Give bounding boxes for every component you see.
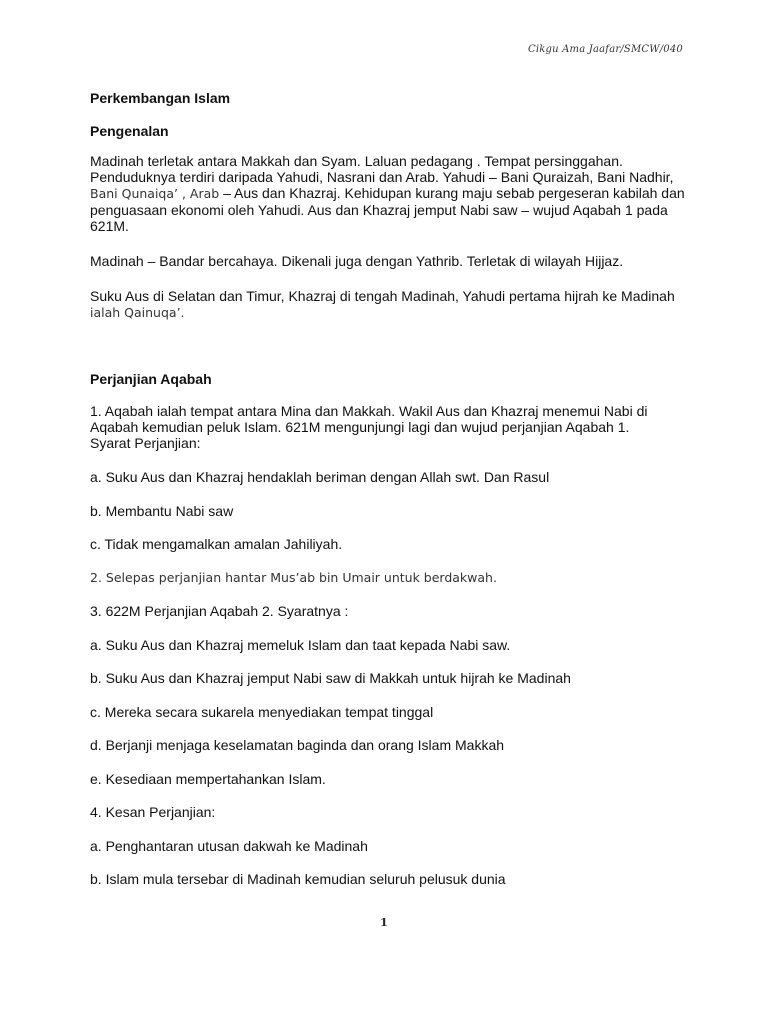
aqabah1-condition-c: c. Tidak mengamalkan amalan Jahiliyah. <box>90 536 343 552</box>
aqabah-point-1: 1. Aqabah ialah tempat antara Mina dan Makkah. Wakil Aus dan Khazraj menemui Nabi di Aqabah kemudian peluk Islam. 621M mengunjungi lagi dan wujud perjanjian Aqabah 1. Syarat Perjanjian: <box>90 403 648 451</box>
page-number: 1 <box>380 916 388 929</box>
section-heading-pengenalan: Pengenalan <box>90 123 169 139</box>
intro-paragraph-1-alt: Bani Qunaiqa’ , Arab <box>90 186 220 201</box>
aqabah2-condition-b: b. Suku Aus dan Khazraj jemput Nabi saw di Makkah untuk hijrah ke Madinah <box>90 670 571 686</box>
kesan-item-a: a. Penghantaran utusan dakwah ke Madinah <box>90 838 368 854</box>
author-note: Cikgu Ama Jaafar/SMCW/040 <box>528 44 683 55</box>
intro-paragraph-3-main: Suku Aus di Selatan dan Timur, Khazraj di tengah Madinah, Yahudi pertama hijrah ke Madinah <box>90 288 675 304</box>
intro-paragraph-3-alt: ialah Qainuqa’. <box>90 305 185 320</box>
intro-paragraph-1-rest: – Aus dan Khazraj. Kehidupan kurang maju sebab pergeseran kabilah dan penguasaan ekonomi oleh Yahudi. Aus dan Khazraj jemput Nabi saw – wujud Aqabah 1 pada 621M. <box>90 185 685 234</box>
document-title: Perkembangan Islam <box>90 90 231 106</box>
aqabah1-condition-a: a. Suku Aus dan Khazraj hendaklah beriman dengan Allah swt. Dan Rasul <box>90 469 550 485</box>
intro-paragraph-3 <box>90 288 690 321</box>
intro-paragraph-1 <box>90 153 690 234</box>
aqabah-point-3: 3. 622M Perjanjian Aqabah 2. Syaratnya : <box>90 603 349 619</box>
aqabah-point-4: 4. Kesan Perjanjian: <box>90 804 216 820</box>
kesan-item-b: b. Islam mula tersebar di Madinah kemudian seluruh pelusuk dunia <box>90 871 506 887</box>
aqabah-point-2: 2. Selepas perjanjian hantar Mus’ab bin Umair untuk berdakwah. <box>90 570 497 585</box>
aqabah2-condition-d: d. Berjanji menjaga keselamatan baginda dan orang Islam Makkah <box>90 737 505 753</box>
aqabah1-condition-b: b. Membantu Nabi saw <box>90 503 234 519</box>
aqabah2-condition-e: e. Kesediaan mempertahankan Islam. <box>90 771 326 787</box>
section-heading-aqabah: Perjanjian Aqabah <box>90 371 212 387</box>
aqabah2-condition-a: a. Suku Aus dan Khazraj memeluk Islam dan taat kepada Nabi saw. <box>90 637 511 653</box>
aqabah2-condition-c: c. Mereka secara sukarela menyediakan tempat tinggal <box>90 704 434 720</box>
intro-paragraph-1-main: Madinah terletak antara Makkah dan Syam. Laluan pedagang . Tempat persinggahan. Penduduknya terdiri daripada Yahudi, Nasrani dan Arab. Yahudi – Bani Quraizah, Bani Nadhir, <box>90 153 674 185</box>
intro-paragraph-2: Madinah – Bandar bercahaya. Dikenali juga dengan Yathrib. Terletak di wilayah Hijjaz. <box>90 253 624 269</box>
